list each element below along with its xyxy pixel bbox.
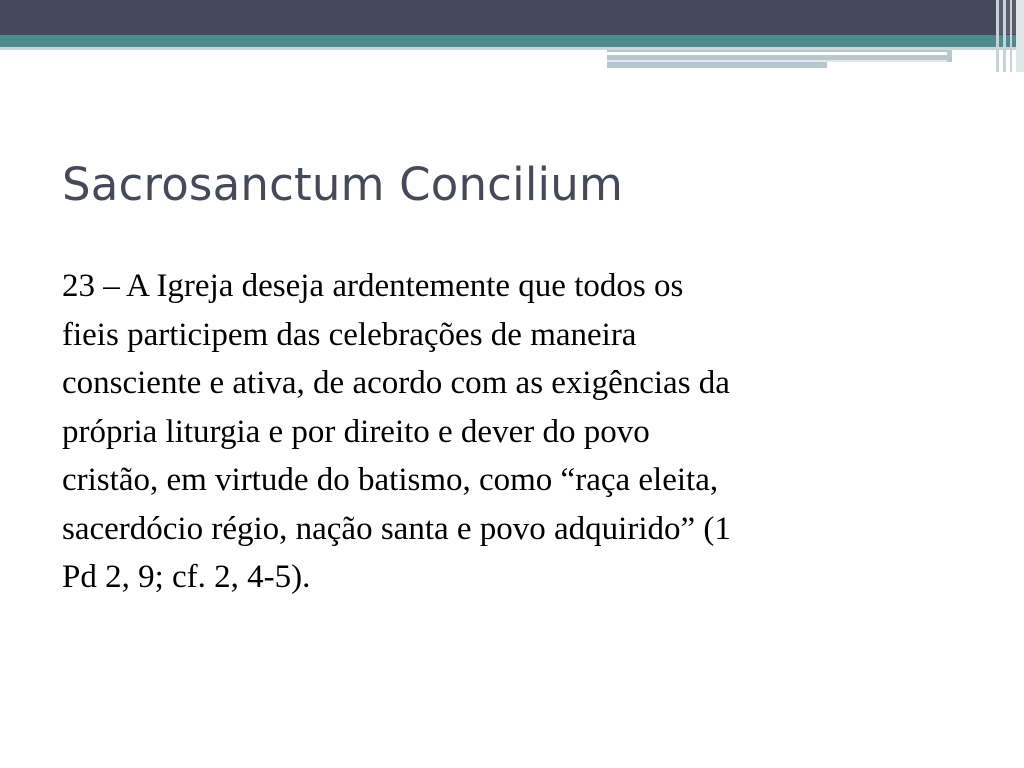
body-line: própria liturgia e por direito e dever do povo bbox=[62, 413, 650, 450]
header-vertical-stripe-dark bbox=[999, 0, 1003, 34]
body-line: fieis participem das celebrações de maneira bbox=[62, 316, 637, 353]
header-dark-band bbox=[0, 0, 1024, 35]
header-right-stripe bbox=[607, 52, 947, 55]
header-vertical-stripe bbox=[1016, 0, 1024, 72]
body-line: sacerdócio régio, nação santa e povo adquirido” (1 bbox=[62, 510, 731, 547]
header-vertical-stripe-dark bbox=[1012, 0, 1016, 34]
header-right-stripe bbox=[827, 62, 952, 68]
body-line: Pd 2, 9; cf. 2, 4-5). bbox=[62, 559, 311, 595]
body-line: consciente e ativa, de acordo com as exigências da bbox=[62, 365, 730, 401]
body-line: 23 – A Igreja deseja ardentemente que todos os bbox=[62, 268, 684, 304]
slide-body-text bbox=[62, 262, 967, 602]
header-teal-band bbox=[0, 35, 1024, 47]
header-vertical-stripe-dark bbox=[1006, 0, 1010, 34]
slide-title: Sacrosanctum Concilium bbox=[62, 158, 623, 211]
body-line: cristão, em virtude do batismo, como “raça eleita, bbox=[62, 462, 719, 498]
